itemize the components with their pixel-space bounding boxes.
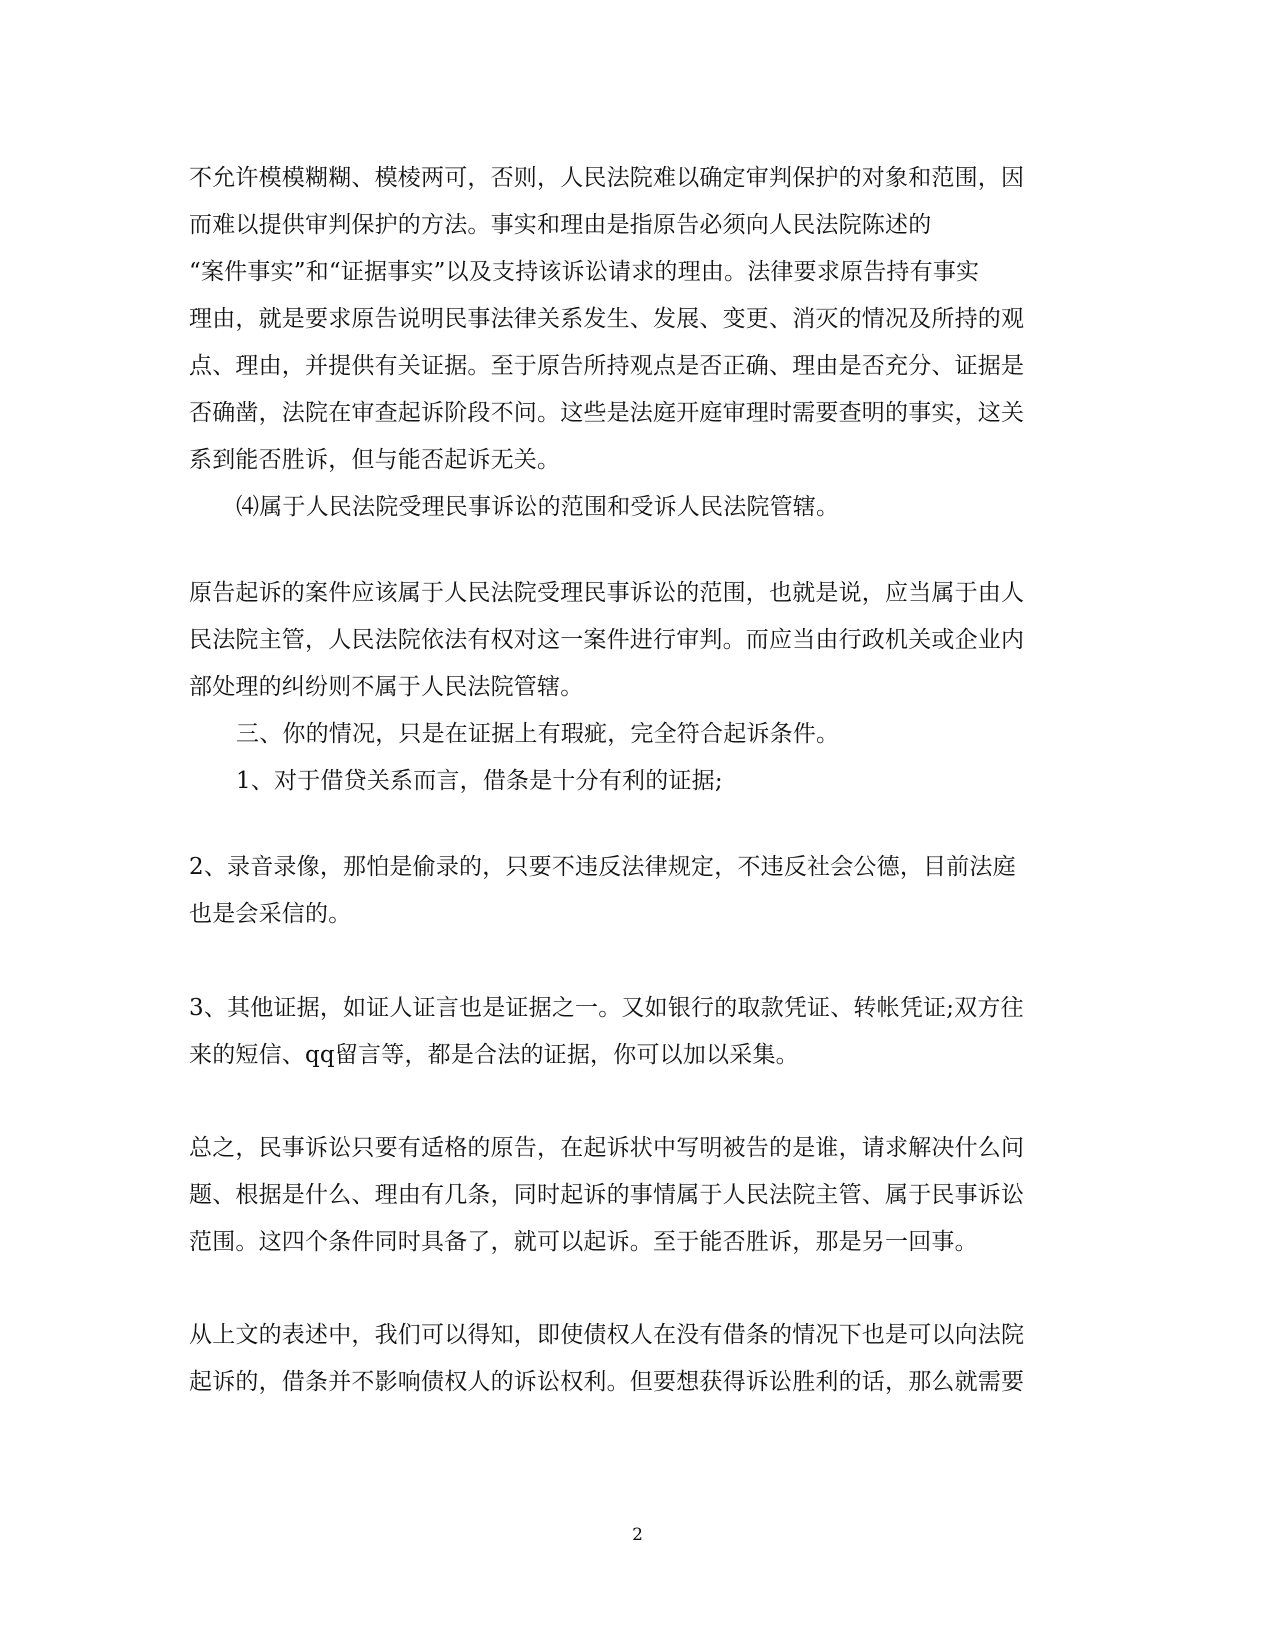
text-line: 题、根据是什么、理由有几条，同时起诉的事情属于人民法院主管、属于民事诉讼 (189, 1182, 1025, 1208)
text-line: 从上文的表述中，我们可以得知，即使债权人在没有借条的情况下也是可以向法院 (189, 1322, 1025, 1348)
text-line: 部处理的纠纷则不属于人民法院管辖。 (189, 674, 584, 700)
text-line: 1、对于借贷关系而言，借条是十分有利的证据; (236, 768, 723, 794)
text-line: 否确凿，法院在审查起诉阶段不问。这些是法庭开庭审理时需要查明的事实，这关 (189, 400, 1025, 426)
page-number: 2 (632, 1525, 643, 1545)
text-line: 理由，就是要求原告说明民事法律关系发生、发展、变更、消灭的情况及所持的观 (189, 306, 1025, 332)
text-line: 三、你的情况，只是在证据上有瑕疵，完全符合起诉条件。 (236, 721, 840, 747)
text-line: 范围。这四个条件同时具备了，就可以起诉。至于能否胜诉，那是另一回事。 (189, 1229, 978, 1255)
text-line: 点、理由，并提供有关证据。至于原告所持观点是否正确、理由是否充分、证据是 (189, 353, 1025, 379)
text-line: 2、录音录像，那怕是偷录的，只要不违反法律规定，不违反社会公德，目前法庭 (189, 854, 1016, 880)
text-line: 不允许模模糊糊、模棱两可，否则，人民法院难以确定审判保护的对象和范围，因 (189, 165, 1025, 191)
text-line: 系到能否胜诉，但与能否起诉无关。 (189, 447, 561, 473)
text-line: 总之，民事诉讼只要有适格的原告，在起诉状中写明被告的是谁，请求解决什么问 (189, 1135, 1025, 1161)
text-line: ⑷属于人民法院受理民事诉讼的范围和受诉人民法院管辖。 (236, 494, 840, 520)
text-line: 也是会采信的。 (189, 901, 352, 927)
text-line: 原告起诉的案件应该属于人民法院受理民事诉讼的范围，也就是说，应当属于由人 (189, 580, 1025, 606)
text-line: 起诉的，借条并不影响债权人的诉讼权利。但要想获得诉讼胜利的话，那么就需要 (189, 1369, 1025, 1395)
text-line: 而难以提供审判保护的方法。事实和理由是指原告必须向人民法院陈述的 (189, 212, 932, 238)
text-line: 民法院主管，人民法院依法有权对这一案件进行审判。而应当由行政机关或企业内 (189, 627, 1025, 653)
text-line: 3、其他证据，如证人证言也是证据之一。又如银行的取款凭证、转帐凭证;双方往 (189, 995, 1024, 1021)
text-line: 来的短信、qq留言等，都是合法的证据，你可以加以采集。 (189, 1042, 799, 1068)
text-line: “案件事实”和“证据事实”以及支持该诉讼请求的理由。法律要求原告持有事实 (189, 259, 980, 285)
